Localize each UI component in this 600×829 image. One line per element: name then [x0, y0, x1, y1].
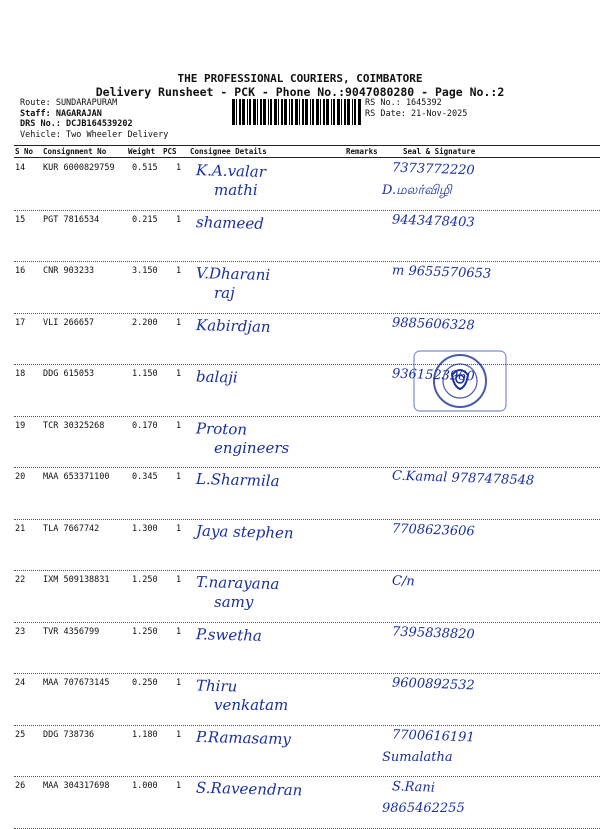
row-weight: 1.150 — [132, 369, 158, 379]
row-consignment-no: TVR 4356799 — [43, 626, 100, 637]
row-consignment-no: TLA 7667742 — [43, 523, 100, 534]
row-consignee-name: L.Sharmila — [195, 469, 280, 491]
barcode-bar — [341, 99, 342, 125]
barcode-bar — [249, 99, 251, 125]
barcode-bar — [354, 99, 356, 125]
barcode-bar — [302, 99, 304, 125]
row-consignment-no: CNR 903233 — [43, 266, 95, 276]
meta-right — [365, 98, 467, 119]
row-sno: 18 — [15, 369, 26, 379]
barcode-bar — [352, 99, 353, 125]
row-weight: 1.000 — [132, 781, 158, 791]
barcode-bar — [260, 99, 262, 125]
row-consignee-name: shameed — [195, 212, 265, 233]
row-consignee-name-2: engineers — [214, 438, 290, 457]
col-weight: Weight — [128, 147, 156, 156]
row-sno: 23 — [15, 626, 26, 637]
row-signature: 9885606328 — [391, 315, 475, 333]
barcode-bar — [331, 99, 332, 125]
row-weight: 0.250 — [132, 678, 158, 688]
row-consignee-name: Kabirdjan — [195, 315, 271, 336]
row-pcs: 1 — [176, 781, 182, 791]
row-pcs: 1 — [176, 678, 182, 688]
barcode-bar — [268, 99, 269, 125]
row-divider — [14, 416, 600, 417]
row-consignee-name: P.Ramasamy — [195, 727, 292, 748]
barcode-bar — [278, 99, 279, 125]
row-sno: 15 — [15, 214, 26, 225]
row-weight: 2.200 — [132, 317, 158, 328]
barcode-bar — [270, 99, 272, 125]
row-consignee-name-2: samy — [214, 593, 254, 611]
row-weight: 0.170 — [132, 420, 158, 431]
row-weight: 0.515 — [132, 163, 158, 173]
row-consignee-name: K.A.valar — [195, 161, 267, 181]
barcode-bar — [291, 99, 293, 125]
barcode-bar — [281, 99, 283, 125]
row-weight: 3.150 — [132, 266, 158, 276]
barcode-bar — [263, 99, 266, 125]
col-sno: S No — [15, 147, 34, 156]
barcode-bar — [242, 99, 245, 125]
row-consignment-no: DDG 738736 — [43, 729, 95, 740]
row-signature: C.Kamal 9787478548 — [391, 468, 535, 489]
barcode-bar — [232, 99, 235, 125]
barcode-bar — [347, 99, 350, 125]
row-sno: 20 — [15, 472, 26, 482]
row-weight: 1.300 — [132, 523, 158, 534]
row-pcs: 1 — [176, 266, 182, 276]
row-consignment-no: TCR 30325268 — [43, 420, 105, 431]
row-divider — [14, 519, 600, 520]
barcode-bar — [320, 99, 321, 125]
row-sno: 21 — [15, 523, 26, 534]
row-sno: 24 — [15, 678, 26, 688]
row-pcs: 1 — [176, 729, 182, 740]
row-consignee-name: Thiru — [195, 676, 238, 696]
barcode-bar — [337, 99, 340, 125]
row-consignee-name: S.Raveendran — [195, 778, 303, 800]
row-pcs: 1 — [176, 523, 182, 534]
row-pcs: 1 — [176, 214, 182, 225]
row-consignment-no: MAA 653371100 — [43, 472, 110, 482]
row-weight: 1.250 — [132, 575, 158, 585]
barcode-bar — [333, 99, 335, 125]
row-weight: 1.180 — [132, 729, 158, 740]
row-signature: 7395838820 — [391, 624, 475, 642]
row-signature: 7700616191 — [391, 727, 475, 745]
row-pcs: 1 — [176, 472, 182, 482]
row-consignee-name: T.narayana — [195, 572, 280, 594]
barcode-bar — [236, 99, 237, 125]
row-consignment-no: KUR 6000829759 — [43, 163, 115, 173]
row-consignee-name: V.Dharani — [195, 264, 271, 284]
col-seal: Seal & Signature — [403, 147, 476, 156]
row-pcs: 1 — [176, 163, 182, 173]
row-consignment-no: PGT 7816534 — [43, 214, 100, 225]
barcode-bar — [305, 99, 308, 125]
row-signature: S.Rani — [391, 779, 436, 796]
row-signature: 7708623606 — [391, 521, 475, 539]
barcode-bar — [289, 99, 290, 125]
barcode-icon — [232, 99, 362, 125]
row-weight: 0.345 — [132, 472, 158, 482]
row-divider — [14, 364, 600, 365]
barcode-bar — [274, 99, 277, 125]
row-divider — [14, 828, 600, 829]
barcode-bar — [253, 99, 256, 125]
row-signature-2: Sumalatha — [382, 749, 453, 765]
row-signature: 7373772220 — [391, 160, 475, 179]
row-consignee-name: Jaya stephen — [195, 521, 294, 542]
row-consignee-name: balaji — [195, 367, 238, 387]
vehicle: Vehicle: Two Wheeler Delivery — [20, 129, 169, 140]
row-consignee-name-2: mathi — [214, 181, 258, 199]
row-consignment-no: DDG 615053 — [43, 369, 95, 379]
row-signature-2: D.மலர்விழி — [382, 183, 452, 198]
row-sno: 25 — [15, 729, 26, 740]
row-divider — [14, 725, 600, 726]
row-divider — [14, 467, 600, 468]
row-weight: 0.215 — [132, 214, 158, 225]
drs-number: DRS No.: DCJB164539202 — [20, 119, 133, 129]
row-sno: 14 — [15, 163, 26, 173]
rs-number: RS No.: 1645392 — [365, 98, 442, 108]
row-divider — [14, 622, 600, 623]
row-sno: 16 — [15, 266, 26, 276]
row-signature: 9600892532 — [391, 675, 475, 694]
row-divider — [14, 210, 600, 211]
row-divider — [14, 673, 600, 674]
barcode-bar — [323, 99, 325, 125]
row-sno: 17 — [15, 317, 26, 328]
header-rule-top — [14, 145, 600, 146]
col-consignee: Consignee Details — [190, 147, 267, 156]
row-signature: 9443478403 — [391, 212, 475, 230]
barcode-bar — [326, 99, 329, 125]
row-consignment-no: VLI 266657 — [43, 317, 95, 328]
row-sno: 22 — [15, 575, 26, 585]
barcode-bar — [344, 99, 346, 125]
header-rule-bottom — [14, 157, 600, 158]
barcode-bar — [295, 99, 298, 125]
row-consignment-no: MAA 707673145 — [43, 678, 110, 688]
barcode-bar — [257, 99, 258, 125]
meta-left — [20, 98, 168, 140]
barcode-bar — [312, 99, 314, 125]
barcode-bar — [247, 99, 248, 125]
rs-date: RS Date: 21-Nov-2025 — [365, 108, 468, 119]
row-divider — [14, 570, 600, 571]
route: Route: SUNDARAPURAM — [20, 98, 118, 108]
header-subtitle: Delivery Runsheet - PCK - Phone No.:9047080280 - Page No.:2 — [95, 85, 505, 99]
row-pcs: 1 — [176, 626, 182, 637]
row-divider — [14, 261, 600, 262]
barcode-bar — [284, 99, 287, 125]
row-divider — [14, 313, 600, 314]
barcode-bar — [239, 99, 241, 125]
barcode-bar — [299, 99, 300, 125]
barcode-bar — [316, 99, 319, 125]
barcode-bar — [310, 99, 311, 125]
row-consignee-name-2: raj — [214, 284, 235, 302]
col-pcs: PCS — [163, 147, 177, 156]
row-signature-2: 9865462255 — [382, 801, 465, 816]
row-consignee-name: Proton — [195, 418, 248, 439]
row-consignee-name-2: venkatam — [214, 696, 289, 714]
row-weight: 1.250 — [132, 626, 158, 637]
row-sno: 19 — [15, 420, 26, 431]
row-pcs: 1 — [176, 369, 182, 379]
company-seal-stamp — [410, 345, 510, 417]
row-consignment-no: IXM 509138831 — [43, 575, 110, 585]
row-pcs: 1 — [176, 575, 182, 585]
row-signature: m 9655570653 — [391, 263, 492, 282]
row-signature: C/n — [391, 573, 415, 590]
col-consignment: Consignment No — [43, 147, 107, 156]
row-signature: 9361523960 — [391, 366, 475, 385]
row-consignment-no: MAA 304317698 — [43, 781, 110, 791]
row-sno: 26 — [15, 781, 26, 791]
col-remarks: Remarks — [346, 147, 378, 156]
staff: Staff: NAGARAJAN — [20, 108, 102, 119]
header-title: THE PROFESSIONAL COURIERS, COIMBATORE — [177, 72, 423, 85]
row-pcs: 1 — [176, 317, 182, 328]
row-divider — [14, 776, 600, 777]
barcode-bar — [358, 99, 361, 125]
row-consignee-name: P.swetha — [195, 624, 263, 645]
row-pcs: 1 — [176, 420, 182, 431]
